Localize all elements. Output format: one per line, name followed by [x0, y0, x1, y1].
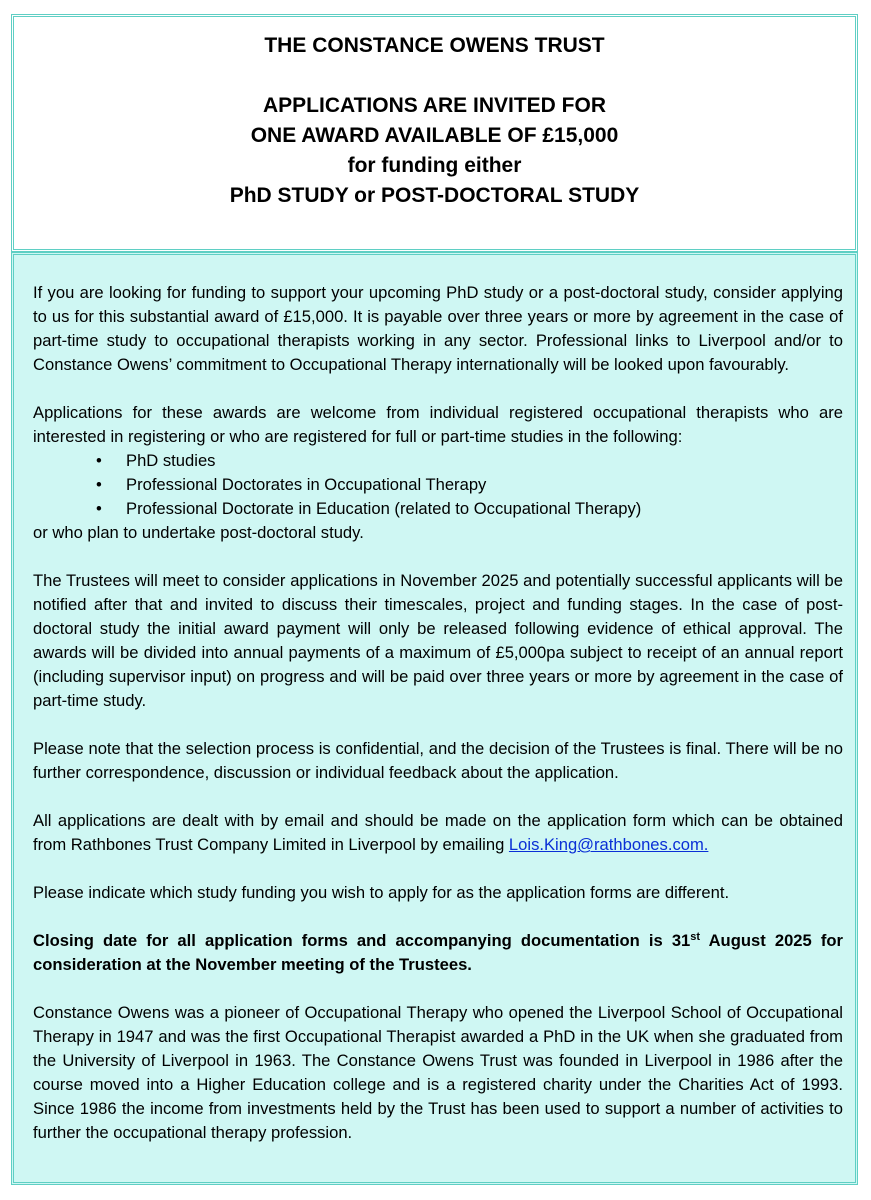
header-box — [11, 14, 858, 252]
bullet-icon: • — [96, 475, 102, 494]
subtitle-line-1: APPLICATIONS ARE INVITED FOR — [262, 94, 606, 117]
body-content — [33, 281, 843, 1169]
bullet-icon: • — [96, 499, 102, 518]
eligibility-intro: Applications for these awards are welcome from individual registered occupational therapists who are interested in registering or who are registered for full or part-time studies in the following: — [33, 403, 843, 446]
list-item — [96, 497, 843, 521]
closing-date-paragraph — [33, 929, 843, 977]
intro-paragraph: If you are looking for funding to support your upcoming PhD study or a post-doctoral study, consider applying to us for this substantial award of £15,000. It is payable over three years or more by agreement in the case of part-time study to occupational therapists working in any sector. Professional links to Liverpool and/or to Constance Owens’ commitment to Occupational Therapy internationally will be looked upon favourably. — [33, 283, 843, 374]
list-item-text: Professional Doctorate in Education (related to Occupational Therapy) — [126, 499, 642, 518]
trustees-paragraph: The Trustees will meet to consider applications in November 2025 and potentially successful applicants will be notified after that and invited to discuss their timescales, project and funding stages. In the case of post-doctoral study the initial award payment will only be released following evidence of ethical approval. The awards will be divided into annual payments of a maximum of £5,000pa subject to receipt of an annual report (including supervisor input) on progress and will be paid over three years or more by agreement in the case of part-time study. — [33, 571, 843, 710]
list-item — [96, 473, 843, 497]
list-item-text: Professional Doctorates in Occupational Therapy — [126, 475, 487, 494]
subtitle-line-2: ONE AWARD AVAILABLE OF £15,000 — [250, 124, 619, 147]
trust-title: THE CONSTANCE OWENS TRUST — [264, 34, 605, 57]
closing-ordinal: st — [690, 931, 701, 943]
title-spacer — [14, 61, 855, 91]
bullet-icon: • — [96, 451, 102, 470]
subtitle-line-4: PhD STUDY or POST-DOCTORAL STUDY — [229, 184, 640, 207]
email-paragraph — [33, 809, 843, 857]
list-item-text: PhD studies — [126, 451, 216, 470]
subtitle-line-3: for funding either — [347, 154, 522, 177]
email-text: All applications are dealt with by email and should be made on the application form which can be obtained from Rathbones Trust Company Limited in Liverpool by emailing — [33, 811, 843, 854]
eligibility-outro: or who plan to undertake post-doctoral study. — [33, 523, 364, 542]
closing-text-post: August 2025 for consideration at the November meeting of the Trustees. — [33, 931, 843, 974]
confidential-paragraph: Please note that the selection process is confidential, and the decision of the Trustees is final. There will be no further correspondence, discussion or individual feedback about the application. — [33, 739, 843, 782]
list-item — [96, 449, 843, 473]
eligibility-list — [33, 449, 843, 521]
indicate-paragraph: Please indicate which study funding you wish to apply for as the application forms are different. — [33, 883, 730, 902]
history-paragraph: Constance Owens was a pioneer of Occupational Therapy who opened the Liverpool School of Occupational Therapy in 1947 and was the first Occupational Therapist awarded a PhD in the UK when she graduated from the University of Liverpool in 1963. The Constance Owens Trust was founded in Liverpool in 1986 after the course moved into a Higher Education college and is a registered charity under the Charities Act of 1993. Since 1986 the income from investments held by the Trust has been used to support a number of activities to further the occupational therapy profession. — [33, 1003, 843, 1142]
email-link[interactable]: Lois.King@rathbones.com. — [508, 835, 709, 854]
closing-text-pre: Closing date for all application forms and accompanying documentation is 31 — [33, 931, 691, 950]
body-box — [11, 252, 858, 1185]
header-titles — [14, 31, 855, 211]
